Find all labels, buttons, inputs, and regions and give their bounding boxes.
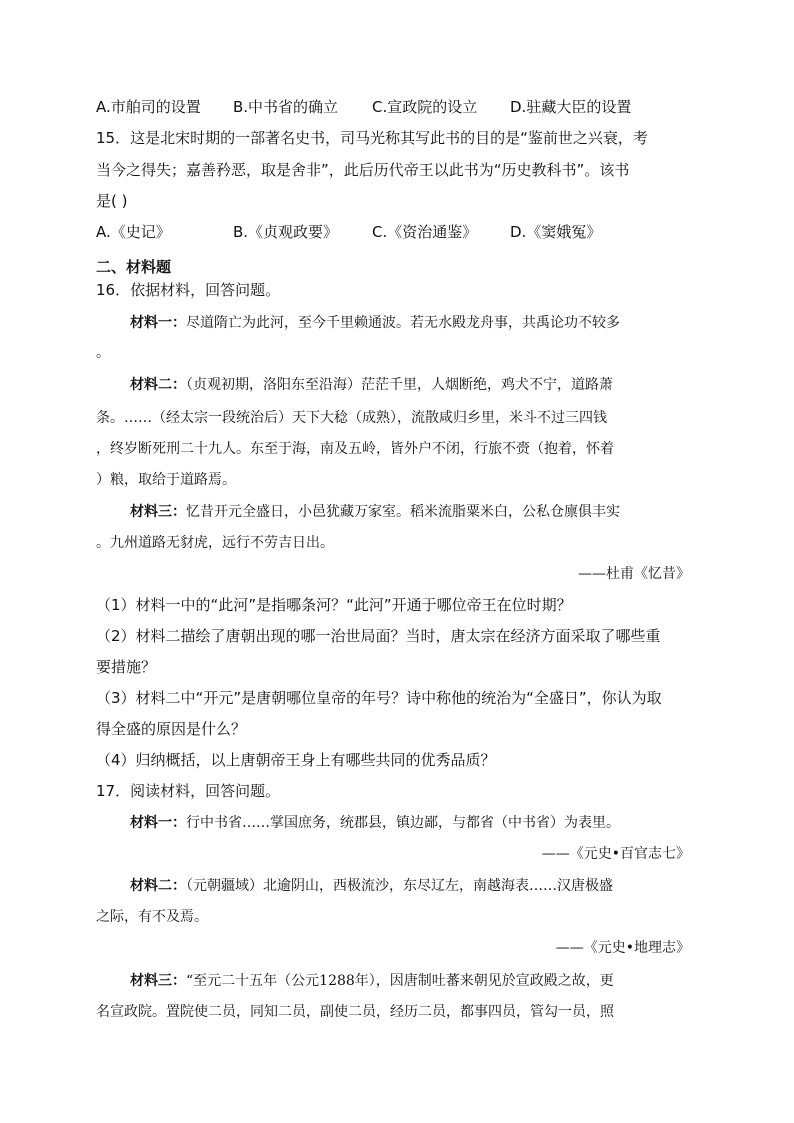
q15-stem-line1: 15．这是北宋时期的一部著名史书，司马光称其写此书的目的是“鉴前世之兴衰，考 — [96, 129, 648, 147]
q15-option-c: C.《资治通鉴》 — [372, 223, 478, 241]
q15-option-d: D.《窦娥冤》 — [510, 223, 602, 241]
q16-material-2-label: 材料二： — [130, 377, 186, 393]
q17-material-2-line1: 材料二：（元朝疆域）北逾阴山，西极流沙，东尽辽左，南越海表……汉唐极盛 — [130, 878, 613, 894]
q16-material-1-line1: 材料一：尽道隋亡为此河，至今千里赖通波。若无水殿龙舟事，共禹论功不较多 — [130, 315, 620, 331]
q17-material-2-label: 材料二： — [130, 878, 186, 894]
q16-subquestion-1: （1）材料一中的“此河”是指哪条河？“此河”开通于哪位帝王在位时期？ — [96, 596, 572, 614]
q16-material-3-label: 材料三： — [130, 504, 186, 520]
q16-material-1-line2: 。 — [96, 345, 110, 361]
q15-option-b: B.《贞观政要》 — [233, 223, 339, 241]
q14-option-c: C.宣政院的设立 — [372, 98, 478, 116]
q16-stem: 16．依据材料，回答问题。 — [96, 281, 281, 299]
q16-subquestion-3-line1: （3）材料二中“开元”是唐朝哪位皇帝的年号？诗中称他的统治为“全盛日”，你认为取 — [96, 689, 662, 707]
q17-material-1-label: 材料一： — [130, 815, 186, 831]
section-title: 二、材料题 — [96, 258, 172, 276]
q17-material-2-source: ——《元史•地理志》 — [555, 940, 690, 956]
q16-subquestion-3-line2: 得全盛的原因是什么？ — [96, 720, 247, 738]
q15-stem-line3: 是( ) — [96, 192, 128, 210]
q16-subquestion-4: （4）归纳概括，以上唐朝帝王身上有哪些共同的优秀品质？ — [96, 751, 496, 769]
q16-subquestion-2-line1: （2）材料二描绘了唐朝出现的哪一治世局面？当时，唐太宗在经济方面采取了哪些重 — [96, 627, 661, 645]
q16-material-2-line4: ）粮，取给于道路焉。 — [96, 472, 236, 488]
q17-material-1-source: ——《元史•百官志七》 — [541, 846, 690, 862]
q16-material-3-line2: 。九州道路无豺虎，远行不劳吉日出。 — [96, 535, 334, 551]
q16-material-1-label: 材料一： — [130, 315, 186, 331]
q17-stem: 17．阅读材料，回答问题。 — [96, 782, 281, 800]
q14-option-b: B.中书省的确立 — [233, 98, 339, 116]
q16-material-2-line3: ，终岁断死刑二十九人。东至于海，南及五岭，皆外户不闭，行旅不赍（抱着，怀着 — [96, 441, 614, 457]
q17-material-3-line1: 材料三：“至元二十五年（公元1288年），因唐制吐蕃来朝见於宣政殿之故，更 — [130, 973, 614, 989]
q16-material-2-line1: 材料二：（贞观初期，洛阳东至沿海）茫茫千里，人烟断绝，鸡犬不宁，道路萧 — [130, 377, 613, 393]
q17-material-3-label: 材料三： — [130, 973, 186, 989]
q16-material-3-source: ——杜甫《忆昔》 — [578, 566, 690, 582]
q14-option-a: A.市舶司的设置 — [96, 98, 201, 116]
q16-material-3-line1: 材料三：忆昔开元全盛日，小邑犹藏万家室。稻米流脂粟米白，公私仓廪俱丰实 — [130, 504, 620, 520]
q17-material-1-line1: 材料一：行中书省……掌国庶务，统郡县，镇边鄙，与都省（中书省）为表里。 — [130, 815, 620, 831]
q16-material-2-line2: 条。……（经太宗一段统治后）天下大稔（成熟），流散咸归乡里，米斗不过三四钱 — [96, 410, 607, 426]
q17-material-2-line2: 之际，有不及焉。 — [96, 909, 208, 925]
q16-subquestion-2-line2: 要措施？ — [96, 658, 157, 676]
q17-material-3-line2: 名宣政院。置院使二员，同知二员，副使二员，经历二员，都事四员，管勾一员，照 — [96, 1004, 614, 1020]
q15-stem-line2: 当今之得失；嘉善矜恶，取是舍非”，此后历代帝王以此书为“历史教科书”。该书 — [96, 161, 630, 179]
q14-option-d: D.驻藏大臣的设置 — [510, 98, 632, 116]
q15-option-a: A.《史记》 — [96, 223, 171, 241]
